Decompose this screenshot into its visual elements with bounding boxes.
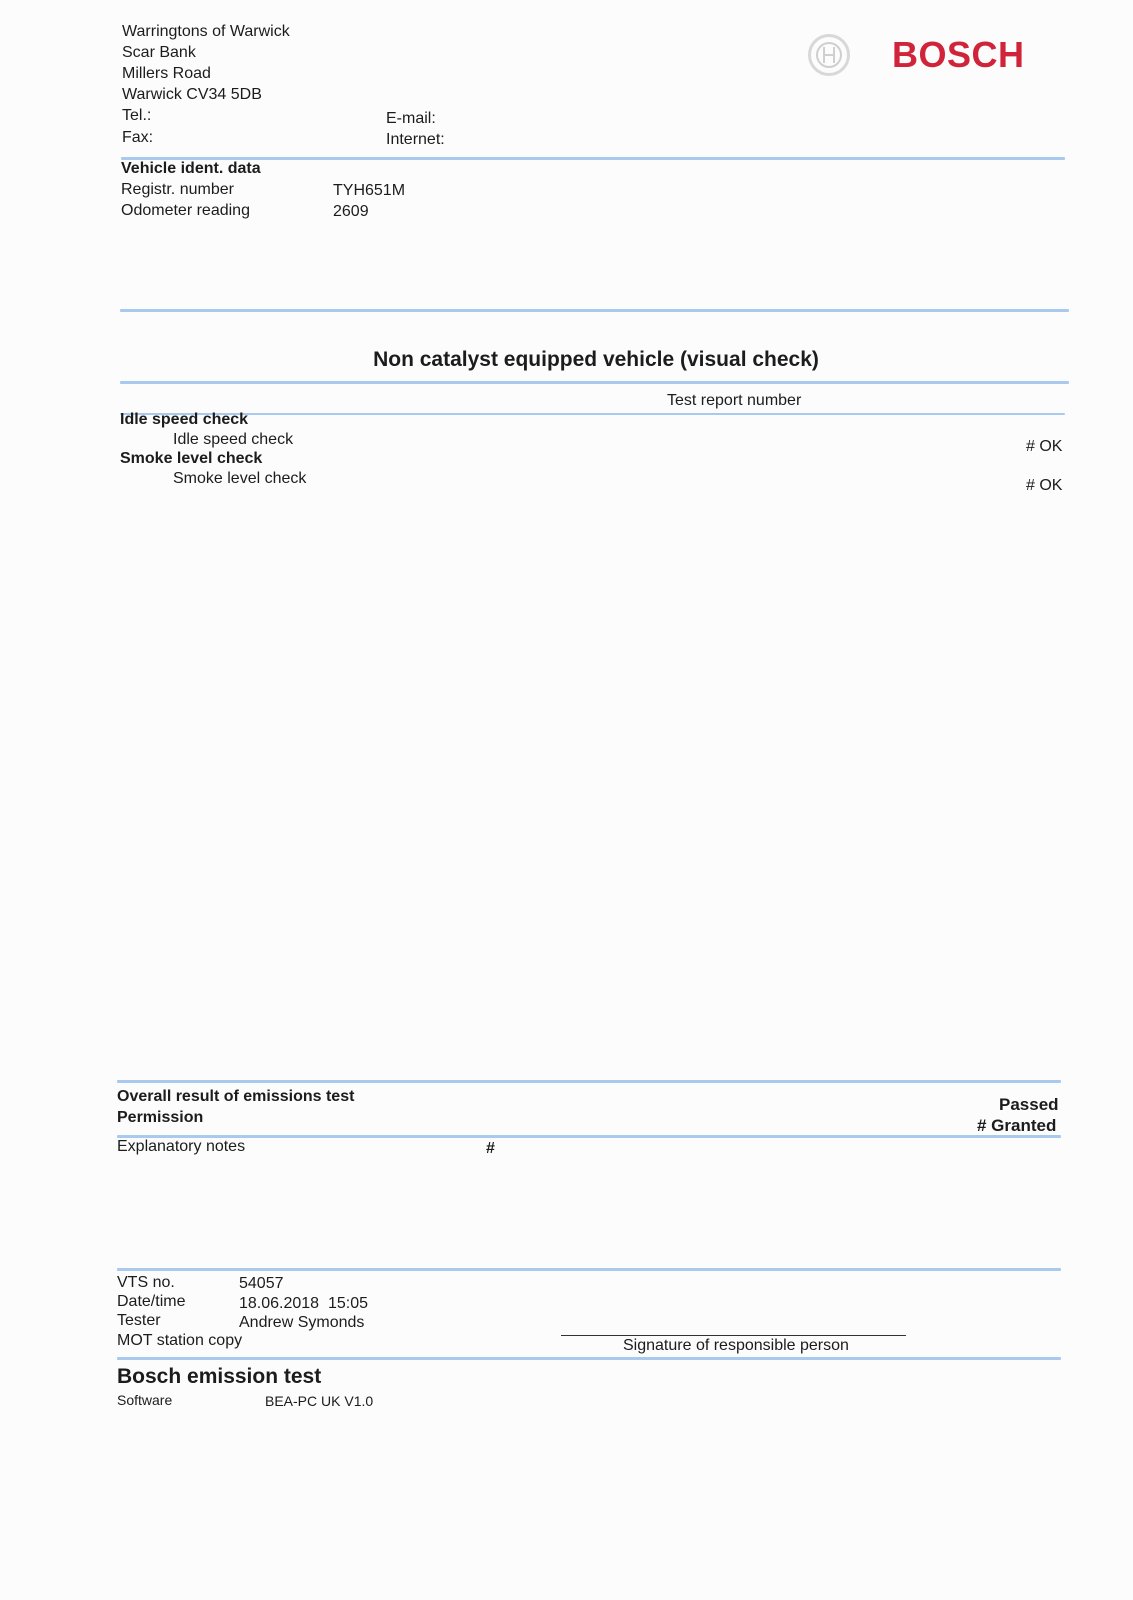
check-item-smoke-level: Smoke level check (173, 470, 307, 487)
internet-label: Internet: (386, 131, 445, 148)
address-line-1: Scar Bank (122, 44, 196, 61)
check-item-idle-speed: Idle speed check (173, 431, 294, 448)
brand-logo-text: BOSCH (892, 34, 1025, 75)
check-result-smoke-level: # OK (1026, 477, 1063, 494)
test-report-number-label: Test report number (667, 392, 802, 409)
divider (120, 381, 1069, 384)
divider (117, 1135, 1061, 1138)
bosch-armature-emblem-icon (808, 34, 850, 76)
signature-label: Signature of responsible person (623, 1337, 849, 1354)
divider (117, 1357, 1061, 1360)
email-label: E-mail: (386, 110, 436, 127)
check-group-idle-speed: Idle speed check (120, 411, 249, 428)
address-line-2: Millers Road (122, 65, 211, 82)
explanatory-notes-label: Explanatory notes (117, 1138, 246, 1155)
divider (121, 157, 1065, 160)
permission-value: # Granted (977, 1116, 1057, 1135)
check-result-idle-speed: # OK (1026, 438, 1063, 455)
company-name: Warringtons of Warwick (122, 23, 290, 40)
divider (117, 1080, 1061, 1083)
registr-value: TYH651M (333, 182, 406, 199)
divider (117, 1268, 1061, 1271)
tel-label: Tel.: (122, 107, 152, 124)
product-title: Bosch emission test (117, 1365, 322, 1388)
divider (120, 413, 1065, 415)
datetime-label: Date/time (117, 1293, 186, 1310)
address-line-3: Warwick CV34 5DB (122, 86, 262, 103)
vts-label: VTS no. (117, 1274, 175, 1291)
software-label: Software (117, 1392, 173, 1408)
signature-line (561, 1335, 906, 1336)
odometer-value: 2609 (333, 203, 369, 220)
mot-station-copy-label: MOT station copy (117, 1332, 243, 1349)
section-title-vehicle: Vehicle ident. data (121, 160, 261, 177)
datetime-value: 18.06.2018 15:05 (239, 1295, 369, 1312)
permission-label: Permission (117, 1109, 204, 1126)
check-group-smoke-level: Smoke level check (120, 450, 263, 467)
test-title: Non catalyst equipped vehicle (visual check) (373, 348, 819, 371)
tester-value: Andrew Symonds (239, 1314, 365, 1331)
registr-label: Registr. number (121, 181, 234, 198)
overall-result-value: Passed (999, 1095, 1059, 1114)
explanatory-notes-value: # (486, 1140, 495, 1157)
vts-value: 54057 (239, 1275, 284, 1292)
overall-result-label: Overall result of emissions test (117, 1088, 355, 1105)
divider (120, 309, 1069, 312)
tester-label: Tester (117, 1312, 161, 1329)
software-value: BEA-PC UK V1.0 (265, 1393, 374, 1409)
odometer-label: Odometer reading (121, 202, 250, 219)
fax-label: Fax: (122, 129, 154, 146)
